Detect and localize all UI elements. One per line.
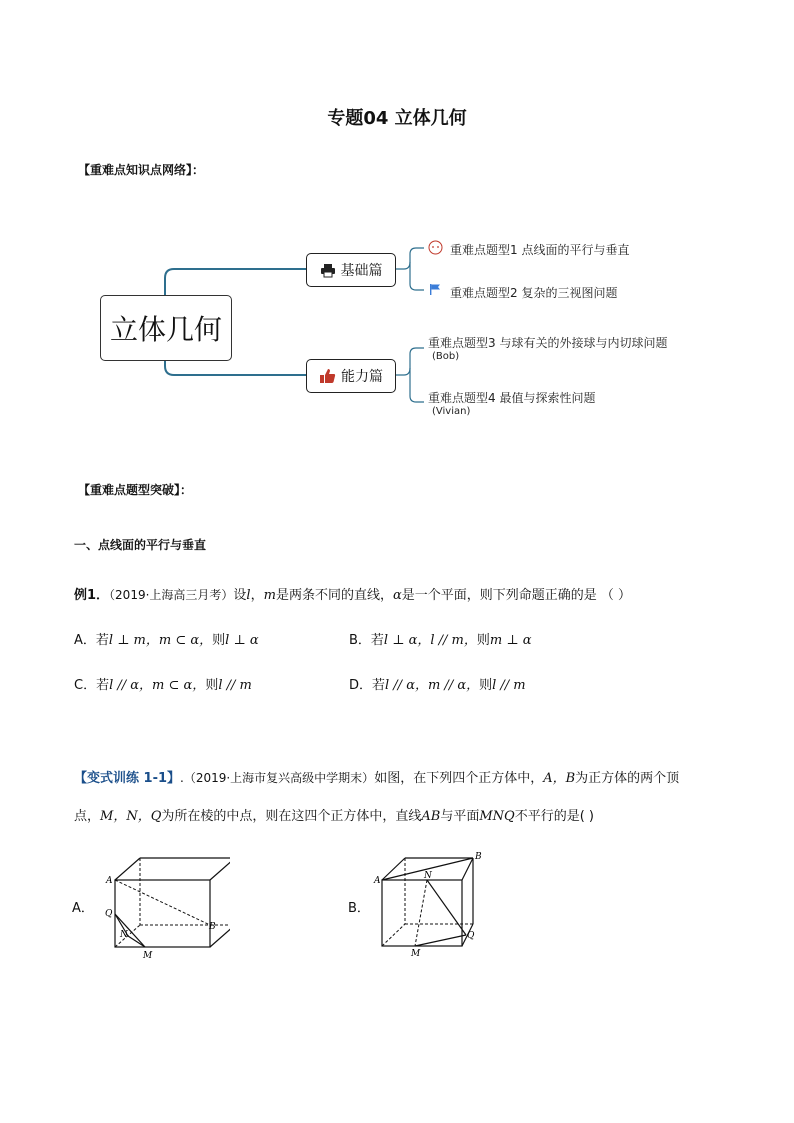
ability-item-2: 重难点题型4 最值与探索性问题 xyxy=(428,391,596,405)
mind-map-node-ability xyxy=(306,359,396,393)
part1-heading: 一、点线面的平行与垂直 xyxy=(74,538,207,552)
example1-text-c: 是一个平面，则下列命题正确的是 （ ） xyxy=(401,588,631,603)
section-knowledge-heading: 【重难点知识点网络】： xyxy=(78,163,205,177)
cube-b-label-q: Q xyxy=(467,931,475,941)
option-d-then: 则 xyxy=(479,678,493,693)
cube-b-label-n: N xyxy=(424,871,432,881)
mind-map-connectors xyxy=(0,0,794,440)
connector-ability-item2 xyxy=(410,368,424,402)
cube-a-figure xyxy=(100,852,230,962)
connector-basic-item1 xyxy=(396,248,424,269)
cube-a-label-a: A xyxy=(106,876,113,886)
basic-item-1: 重难点题型1 点线面的平行与垂直 xyxy=(450,243,630,257)
variant-line2-c: 与平面 xyxy=(440,809,480,824)
ability-item-1-sub: (Bob) xyxy=(432,351,460,362)
printer-icon xyxy=(320,263,336,278)
option-a-label: A．若 xyxy=(74,633,109,648)
figure-b-label: B． xyxy=(348,901,370,916)
sep: ， xyxy=(250,588,264,603)
basic-item-2: 重难点题型2 复杂的三视图问题 xyxy=(450,286,618,300)
node-ability-label: 能力篇 xyxy=(341,369,383,385)
example1-source: （2019·上海高三月考） xyxy=(109,588,234,602)
thumbs-up-icon xyxy=(319,368,336,384)
variant-line1-end: 为正方体的两个顶 xyxy=(575,771,680,786)
cube-a-label-q: Q xyxy=(105,909,113,919)
node-basic-label: 基础篇 xyxy=(340,263,383,279)
mind-map-root-label: 立体几何 xyxy=(109,313,222,346)
ability-item-2-sub: (Vivian) xyxy=(432,406,471,417)
cube-b-label-a: A xyxy=(374,876,381,886)
ability-item-1: 重难点题型3 与球有关的外接球与内切球问题 xyxy=(428,336,668,350)
variant-line-1 xyxy=(74,767,679,786)
variant-line-2 xyxy=(74,805,594,824)
option-d-result: l // m xyxy=(492,678,526,693)
option-d xyxy=(349,674,526,693)
variant-line2-d: 不平行的是( ) xyxy=(514,809,594,824)
option-c-result: l // m xyxy=(218,678,252,693)
option-c xyxy=(74,674,252,693)
option-d-label: D．若 xyxy=(349,678,386,693)
cube-a-label-m: M xyxy=(143,951,153,961)
connector-ability-item1 xyxy=(396,348,424,375)
option-d-expr: l // α，m // α， xyxy=(385,678,480,693)
var-l: l xyxy=(246,588,251,603)
variant-line2-b: 为所在棱的中点，则在这四个正方体中，直线 xyxy=(161,809,422,824)
option-c-expr: l // α，m ⊂ α， xyxy=(109,678,206,693)
option-c-label: C．若 xyxy=(74,678,110,693)
variant-line2-a: 点， xyxy=(74,809,101,824)
var-ab: A，B xyxy=(543,771,576,786)
option-b-then: 则 xyxy=(476,633,490,648)
option-b xyxy=(349,629,531,648)
example1-text-b: 是两条不同的直线， xyxy=(275,588,393,603)
var-alpha: α xyxy=(392,588,402,603)
example1-label: 例1． xyxy=(74,588,110,603)
cube-b-figure xyxy=(372,850,492,960)
example1-text-a: 设 xyxy=(233,588,247,603)
page-title: 专题04 立体几何 xyxy=(327,108,467,129)
figure-a-label: A． xyxy=(72,901,94,916)
variant-label: 【变式训练 1-1】 xyxy=(74,771,181,786)
plane-mnq: MNQ xyxy=(479,809,515,824)
section-breakthrough-heading: 【重难点题型突破】： xyxy=(78,483,193,497)
flag-icon xyxy=(429,283,442,296)
connector-basic xyxy=(165,269,306,295)
option-b-result: m ⊥ α xyxy=(489,633,532,648)
option-a-expr: l ⊥ m，m ⊂ α， xyxy=(108,633,213,648)
variant-source: .（2019·上海市复兴高级中学期末） xyxy=(180,771,375,785)
example1-question xyxy=(74,584,631,603)
cube-a-label-n: N xyxy=(120,930,128,940)
line-ab: AB xyxy=(421,809,441,824)
mind-map-node-basic xyxy=(306,253,396,287)
mind-map-root xyxy=(100,295,232,361)
cube-a-label-b: B xyxy=(209,922,216,932)
mind-map xyxy=(0,0,794,440)
option-c-then: 则 xyxy=(205,678,219,693)
option-a xyxy=(74,629,259,648)
cube-b-label-m: M xyxy=(411,949,421,959)
option-b-expr: l ⊥ α，l // m， xyxy=(383,633,477,648)
connector-ability xyxy=(165,359,306,375)
face-icon xyxy=(428,240,443,255)
option-a-result: l ⊥ α xyxy=(225,633,259,648)
variant-line1-rest: 如图，在下列四个正方体中， xyxy=(374,771,544,786)
var-mnq: M，N，Q xyxy=(100,809,162,824)
connector-basic-item2 xyxy=(410,262,424,290)
option-a-then: 则 xyxy=(212,633,226,648)
cube-b-label-b: B xyxy=(475,852,482,862)
var-m: m xyxy=(263,588,276,603)
option-b-label: B．若 xyxy=(349,633,384,648)
